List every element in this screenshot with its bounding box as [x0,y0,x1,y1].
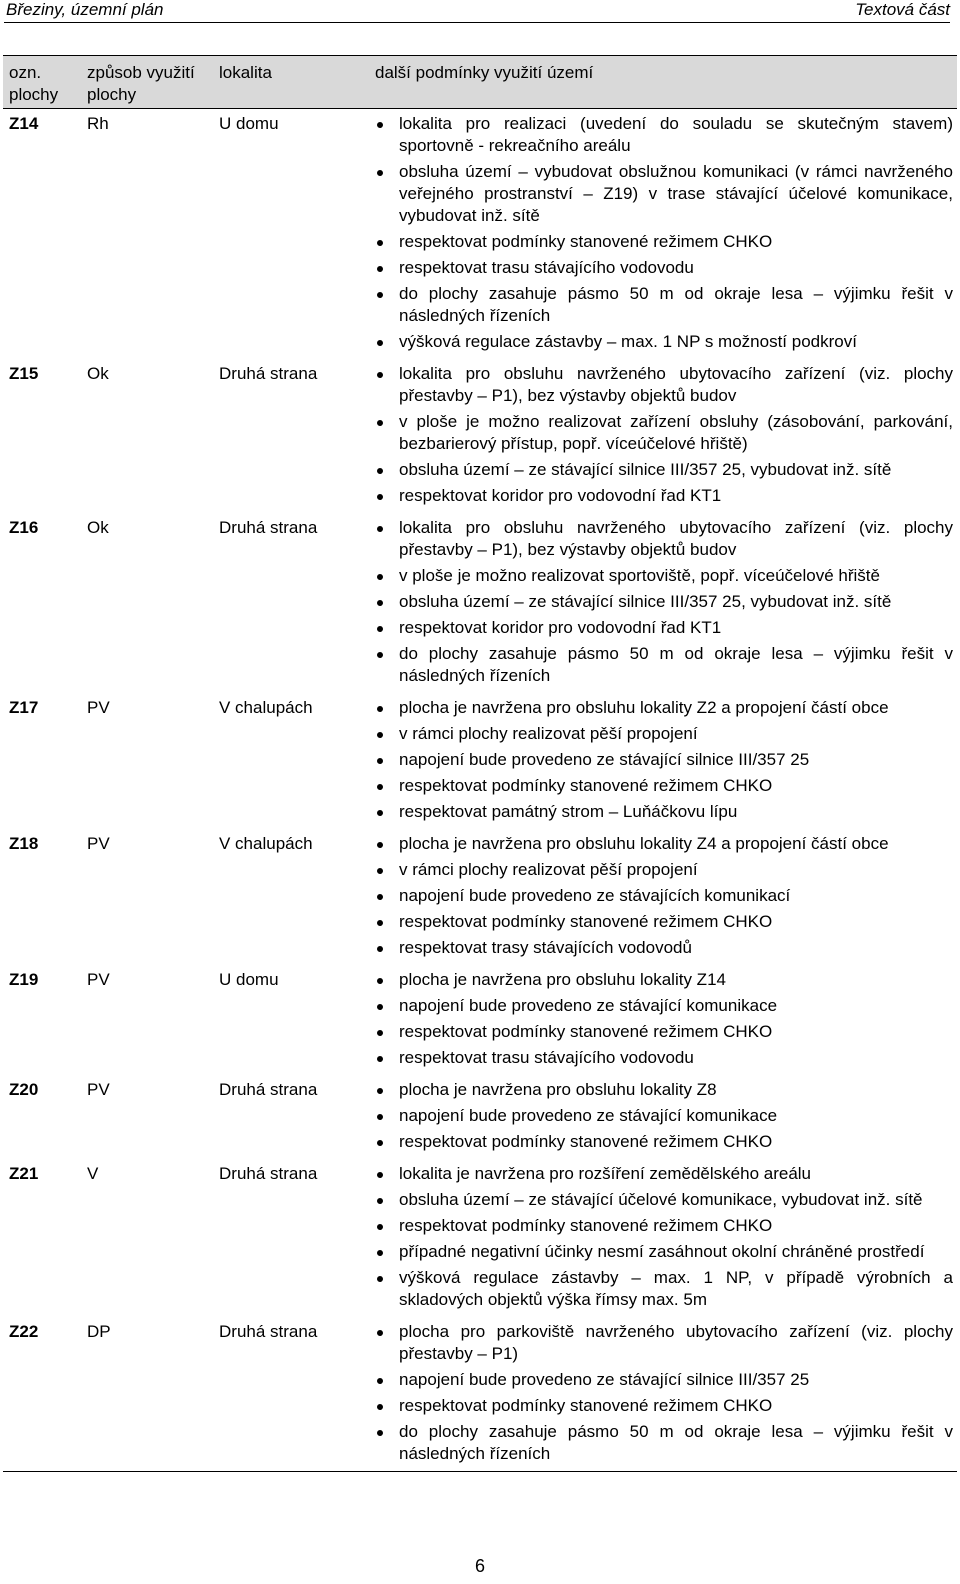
conditions-list [375,697,953,823]
use-type: V [87,1164,99,1183]
locality-name: Druhá strana [219,1164,318,1183]
condition-item: výšková regulace zástavby – max. 1 NP s možností podkroví [375,331,953,353]
page-header [4,0,950,23]
conditions-table [3,55,957,1472]
locality-name: U domu [219,970,279,989]
column-header-code: ozn. plochy [3,56,73,109]
table-row [3,1075,957,1159]
area-code: Z20 [9,1080,39,1099]
conditions-list [375,517,953,687]
condition-item: případné negativní účinky nesmí zasáhnout okolní chráněné prostředí [375,1241,953,1263]
condition-item: do plochy zasahuje pásmo 50 m od okraje lesa – výjimku řešit v následných řízeních [375,283,953,327]
condition-item: respektovat trasu stávajícího vodovodu [375,1047,953,1069]
condition-item: napojení bude provedeno ze stávající komunikace [375,995,953,1017]
condition-item: respektovat podmínky stanovené režimem CHKO [375,1021,953,1043]
condition-item: plocha je navržena pro obsluhu lokality Z8 [375,1079,953,1101]
table-body [3,109,957,1472]
column-header-conditions: další podmínky využití území [369,56,957,109]
condition-item: do plochy zasahuje pásmo 50 m od okraje lesa – výjimku řešit v následných řízeních [375,1421,953,1465]
area-code: Z16 [9,518,39,537]
locality-name: Druhá strana [219,364,318,383]
conditions-list [375,969,953,1069]
conditions-list [375,363,953,507]
condition-item: respektovat podmínky stanovené režimem CHKO [375,1215,953,1237]
conditions-cell [369,1159,957,1317]
locality-name: Druhá strana [213,1317,369,1472]
conditions-list [375,113,953,353]
condition-item: napojení bude provedeno ze stávající komunikace [375,1105,953,1127]
condition-item: v ploše je možno realizovat zařízení obsluhy (zásobování, parkování, bezbarierový přístup, popř. víceúčelové hřiště) [375,411,953,455]
condition-item: respektovat koridor pro vodovodní řad KT1 [375,617,953,639]
table-header-row [3,56,957,109]
condition-item: respektovat trasu stávajícího vodovodu [375,257,953,279]
use-type: PV [87,970,110,989]
table-row [3,1159,957,1317]
locality-name: U domu [219,114,279,133]
table-row [3,109,957,360]
conditions-cell [369,829,957,965]
condition-item: respektovat podmínky stanovené režimem CHKO [375,775,953,797]
conditions-cell [369,359,957,513]
condition-item: lokalita pro obsluhu navrženého ubytovacího zařízení (viz. plochy přestavby – P1), bez výstavby objektů budov [375,363,953,407]
condition-item: obsluha území – ze stávající účelové komunikace, vybudovat inž. sítě [375,1189,953,1211]
condition-item: respektovat podmínky stanovené režimem CHKO [375,1395,953,1417]
locality-name: V chalupách [219,698,313,717]
condition-item: plocha je navržena pro obsluhu lokality Z2 a propojení částí obce [375,697,953,719]
condition-item: napojení bude provedeno ze stávající silnice III/357 25 [375,749,953,771]
column-header-use: způsob využití plochy [73,56,213,109]
condition-item: plocha pro parkoviště navrženého ubytovacího zařízení (viz. plochy přestavby – P1) [375,1321,953,1365]
condition-item: obsluha území – ze stávající silnice III/357 25, vybudovat inž. sítě [375,459,953,481]
condition-item: respektovat podmínky stanovené režimem CHKO [375,1131,953,1153]
use-type: PV [87,834,110,853]
condition-item: plocha je navržena pro obsluhu lokality Z4 a propojení částí obce [375,833,953,855]
condition-item: plocha je navržena pro obsluhu lokality Z14 [375,969,953,991]
conditions-cell [369,693,957,829]
condition-item: v rámci plochy realizovat pěší propojení [375,723,953,745]
condition-item: respektovat koridor pro vodovodní řad KT1 [375,485,953,507]
conditions-list [375,1163,953,1311]
condition-item: lokalita pro obsluhu navrženého ubytovacího zařízení (viz. plochy přestavby – P1), bez výstavby objektů budov [375,517,953,561]
area-code: Z17 [9,698,39,717]
use-type: Ok [87,364,109,383]
table-row [3,513,957,693]
area-code: Z15 [9,364,39,383]
use-type: Ok [87,518,109,537]
area-code: Z19 [9,970,39,989]
use-type: DP [73,1317,213,1472]
area-code: Z21 [9,1164,39,1183]
document-title: Březiny, územní plán [6,0,164,19]
conditions-cell [369,513,957,693]
condition-item: v ploše je možno realizovat sportoviště, popř. víceúčelové hřiště [375,565,953,587]
condition-item: napojení bude provedeno ze stávající silnice III/357 25 [375,1369,953,1391]
table-row [3,693,957,829]
condition-item: lokalita je navržena pro rozšíření zemědělského areálu [375,1163,953,1185]
area-code: Z22 [3,1317,73,1472]
condition-item: obsluha území – vybudovat obslužnou komunikaci (v rámci navrženého veřejného prostranství – Z19) v trase stávající účelové komunikace, vybudovat inž. sítě [375,161,953,227]
table-row [3,965,957,1075]
condition-item: výšková regulace zástavby – max. 1 NP, v případě výrobních a skladových objektů výška římsy max. 5m [375,1267,953,1311]
locality-name: Druhá strana [219,1080,318,1099]
table-row [3,359,957,513]
condition-item: respektovat podmínky stanovené režimem CHKO [375,911,953,933]
conditions-list [375,833,953,959]
condition-item: napojení bude provedeno ze stávajících komunikací [375,885,953,907]
locality-name: Druhá strana [219,518,318,537]
section-label: Textová část [855,0,950,19]
conditions-cell [369,965,957,1075]
condition-item: lokalita pro realizaci (uvedení do souladu se skutečným stavem) sportovně - rekreačního areálu [375,113,953,157]
locality-name: V chalupách [219,834,313,853]
table-row [3,1317,957,1472]
area-code: Z14 [9,114,39,133]
condition-item: do plochy zasahuje pásmo 50 m od okraje lesa – výjimku řešit v následných řízeních [375,643,953,687]
use-type: PV [87,698,110,717]
conditions-cell [369,1075,957,1159]
conditions-list [375,1321,953,1465]
column-header-locality: lokalita [213,56,369,109]
conditions-cell [369,109,957,360]
page-number: 6 [474,1556,485,1576]
use-type: PV [87,1080,110,1099]
condition-item: obsluha území – ze stávající silnice III/357 25, vybudovat inž. sítě [375,591,953,613]
table-row [3,829,957,965]
conditions-list [375,1079,953,1153]
use-type: Rh [87,114,109,133]
area-code: Z18 [9,834,39,853]
condition-item: respektovat památný strom – Luňáčkovu lípu [375,801,953,823]
conditions-cell [369,1317,957,1472]
condition-item: respektovat podmínky stanovené režimem CHKO [375,231,953,253]
condition-item: v rámci plochy realizovat pěší propojení [375,859,953,881]
condition-item: respektovat trasy stávajících vodovodů [375,937,953,959]
